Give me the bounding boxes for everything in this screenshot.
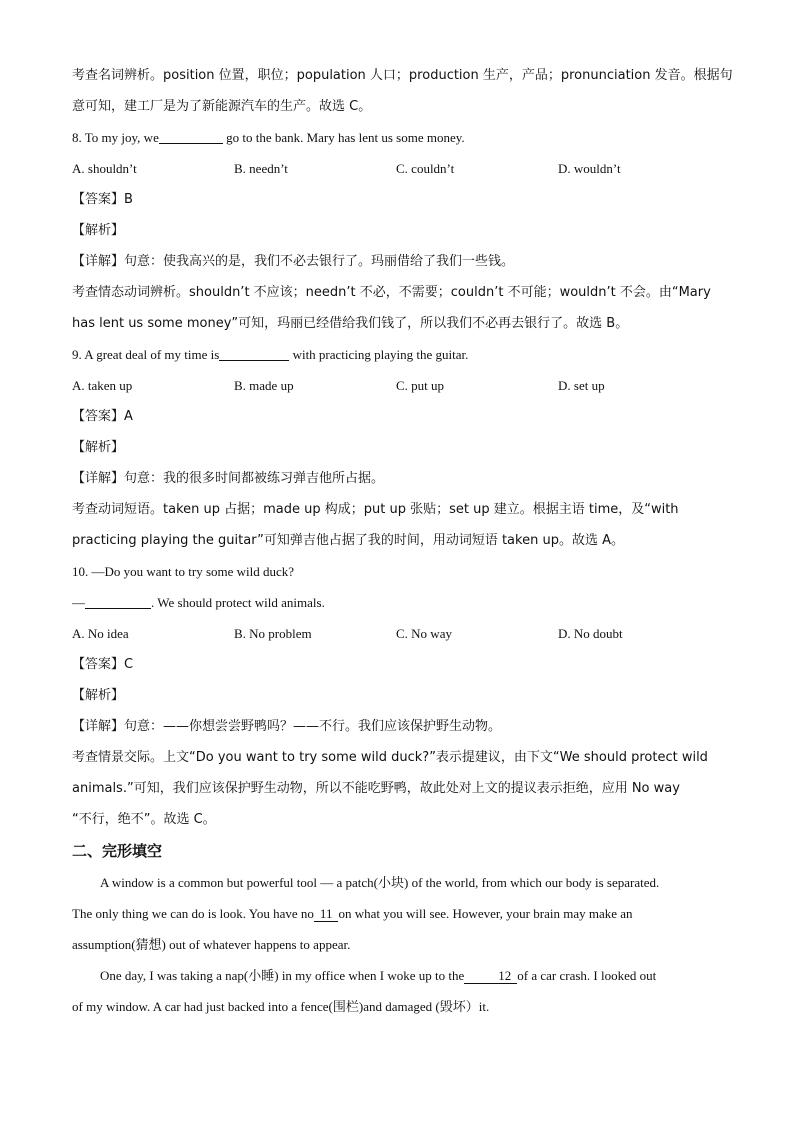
q10-option-b: B. No problem — [234, 626, 312, 641]
q8-option-c: C. couldn’t — [396, 161, 455, 176]
q7-explain-line1: 考查名词辨析。position 位置，职位；population 人口；production 生产，产品；pronunciation 发音。根据句 — [72, 68, 733, 83]
q9-options — [72, 370, 722, 401]
q8-detail: 【详解】句意：使我高兴的是，我们不必去银行了。玛丽借给了我们一些钱。 — [72, 254, 515, 269]
q10-explain-line3: “不行，绝不”。故选 C。 — [72, 812, 216, 827]
q10-analysis-label: 【解析】 — [72, 688, 125, 703]
document-page — [72, 60, 733, 1022]
q9-stem — [72, 339, 722, 370]
q10-options — [72, 618, 722, 649]
passage-p1-line2-end: on what you will see. However, your brain may make an — [338, 906, 633, 921]
q9-detail: 【详解】句意：我的很多时间都被练习弹吉他所占据。 — [72, 471, 385, 486]
passage-p2-line1 — [72, 960, 722, 991]
q8-option-d: D. wouldn’t — [558, 161, 621, 176]
q8-option-a: A. shouldn’t — [72, 161, 137, 176]
q10-stem-line2 — [72, 587, 722, 618]
q8-explain-line1: 考查情态动词辨析。shouldn’t 不应该；needn’t 不必，不需要；couldn’t 不可能；wouldn’t 不会。由“Mary — [72, 285, 711, 300]
q9-option-b: B. made up — [234, 378, 294, 393]
q9-answer: 【答案】A — [72, 409, 133, 424]
passage-p1-line2-start: The only thing we can do is look. You have no — [72, 906, 314, 921]
passage-p2-line2: of my window. A car had just backed into a fence(围栏)and damaged (毁坏）it. — [72, 999, 490, 1014]
q9-stem-start: 9. A great deal of my time is — [72, 347, 220, 362]
q9-explain-line1: 考查动词短语。taken up 占据；made up 构成；put up 张贴；set up 建立。根据主语 time，及“with — [72, 502, 679, 517]
q9-stem-end: with practicing playing the guitar. — [289, 347, 469, 362]
q8-stem — [72, 122, 722, 153]
q8-options — [72, 153, 722, 184]
q8-answer: 【答案】B — [72, 192, 133, 207]
q9-blank — [219, 347, 289, 361]
passage-p1-line3: assumption(猜想) out of whatever happens to appear. — [72, 937, 351, 952]
q10-option-d: D. No doubt — [558, 626, 623, 641]
q8-stem-end: go to the bank. Mary has lent us some money. — [222, 130, 465, 145]
q10-blank — [85, 595, 151, 609]
q7-explain-line2: 意可知，建工厂是为了新能源汽车的生产。故选 C。 — [72, 99, 372, 114]
q10-option-c: C. No way — [396, 626, 452, 641]
q9-analysis-label: 【解析】 — [72, 440, 125, 455]
q9-option-d: D. set up — [558, 378, 605, 393]
blank-12: 12 — [464, 969, 517, 984]
passage-p2-line1-end: of a car crash. I looked out — [517, 968, 657, 983]
q10-option-a: A. No idea — [72, 626, 129, 641]
q10-explain-line2: animals.”可知，我们应该保护野生动物，所以不能吃野鸭，故此处对上文的提议表示拒绝，应用 No way — [72, 781, 680, 796]
q8-analysis-label: 【解析】 — [72, 223, 125, 238]
q8-blank — [159, 130, 223, 144]
passage-p1-line1: A window is a common but powerful tool — a patch(小块) of the world, from which our body is separated. — [100, 875, 660, 890]
q9-explain-line2: practicing playing the guitar”可知弹吉他占据了我的时间，用动词短语 taken up。故选 A。 — [72, 533, 624, 548]
q10-detail: 【详解】句意：——你想尝尝野鸭吗？——不行。我们应该保护野生动物。 — [72, 719, 502, 734]
section-title: 二、完形填空 — [72, 842, 163, 860]
q9-option-c: C. put up — [396, 378, 445, 393]
passage-p1-line2 — [72, 898, 722, 929]
q10-stem-end: . We should protect wild animals. — [151, 595, 325, 610]
q10-explain-line1: 考查情景交际。上文“Do you want to try some wild duck?”表示提建议，由下文“We should protect wild — [72, 750, 708, 765]
q9-option-a: A. taken up — [72, 378, 133, 393]
blank-11: 11 — [314, 907, 339, 922]
q8-option-b: B. needn’t — [234, 161, 288, 176]
q8-stem-start: 8. To my joy, we — [72, 130, 159, 145]
q10-stem-line1: 10. —Do you want to try some wild duck? — [72, 564, 295, 579]
passage-p2-line1-start: One day, I was taking a nap(小睡) in my office when I woke up to the — [100, 968, 465, 983]
q10-answer: 【答案】C — [72, 657, 134, 672]
q10-dash: — — [72, 595, 85, 610]
q8-explain-line2: has lent us some money”可知，玛丽已经借给我们钱了，所以我们不必再去银行了。故选 B。 — [72, 316, 629, 331]
